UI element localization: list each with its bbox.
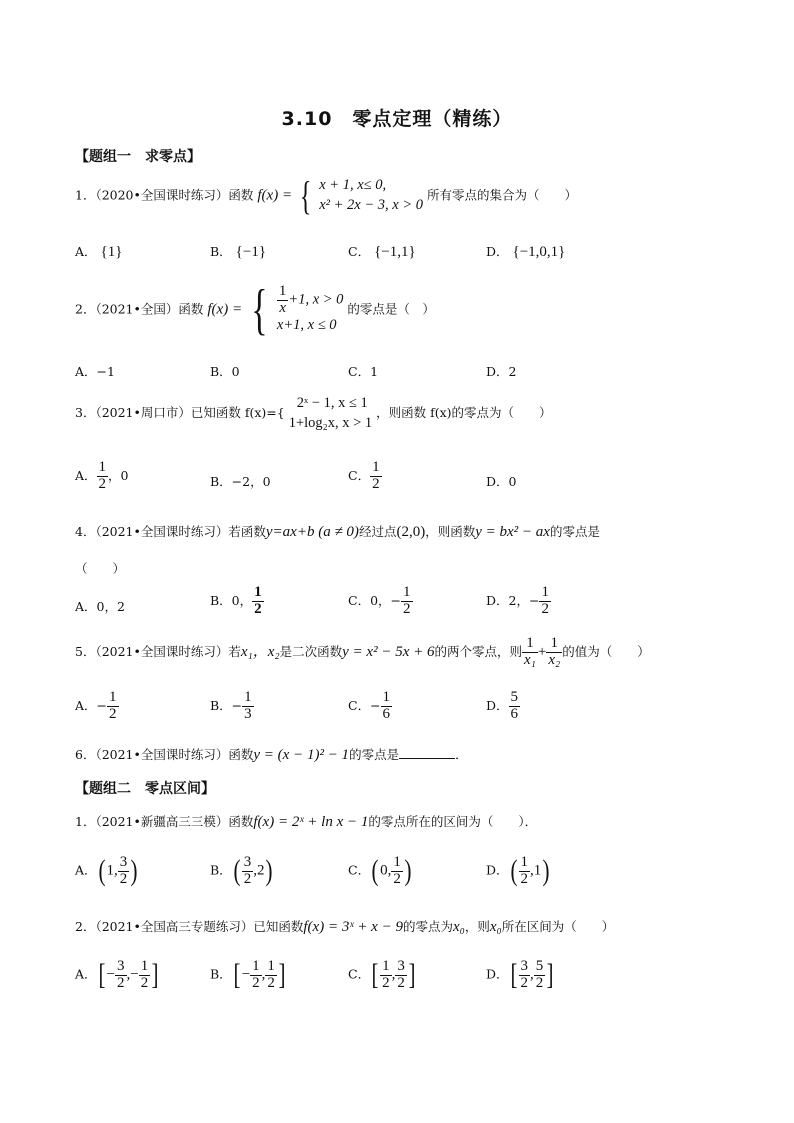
q4-math-1: y=ax+b (a ≠ 0) — [265, 524, 359, 540]
q1-option-a[interactable] — [75, 242, 122, 261]
q4-suffix: 的零点是 — [549, 524, 600, 539]
g2q1-option-a[interactable]: A．( 1, $\frac{3}{2}$ ) — [75, 853, 138, 887]
q6-suffix: 的零点是 — [349, 747, 400, 762]
q2-option-b[interactable]: B．0 — [210, 364, 240, 379]
q2-case-1: $\frac{1}{x}$ +1, x > 0 — [278, 282, 344, 316]
q1-option-d-label: D． — [486, 244, 509, 259]
q6-equation: y = (x − 1)² − 1 — [253, 747, 350, 763]
q2-brace: { — [251, 279, 268, 341]
g2q2-option-b-label: B． — [210, 966, 232, 982]
q4-option-c-frac: $\frac{1}{2}$ — [403, 584, 411, 617]
g2q1-suffix: 的零点所在的区间为（ ）． — [368, 814, 538, 829]
g2q1-option-b-label: B． — [210, 862, 232, 878]
g2q1-option-c-label: C． — [348, 862, 371, 878]
q4-option-b-frac: $\frac{1}{2}$ — [254, 584, 262, 617]
q2-case-2: x+1, x ≤ 0 — [276, 317, 337, 334]
q1-option-b[interactable] — [210, 242, 266, 261]
q4-option-b[interactable] — [210, 585, 264, 618]
q1-option-c-label: C． — [348, 244, 371, 259]
question-6 — [75, 744, 468, 764]
q4-option-d-frac: $\frac{1}{2}$ — [541, 584, 549, 617]
q5-option-d[interactable] — [486, 690, 520, 723]
q2-option-a[interactable]: A．−1 — [75, 364, 115, 379]
q3-option-b[interactable]: B．−2，0 — [210, 474, 271, 489]
q3-case-1: 2ˣ − 1, x ≤ 1 — [296, 395, 368, 411]
q6-answer-blank[interactable] — [399, 744, 455, 759]
g2q1-option-d[interactable]: D．( $\frac{1}{2}$ ,1) — [486, 853, 550, 887]
g2q2-option-c[interactable]: C．[ $\frac{1}{2}$ , $\frac{3}{2}$ ] — [348, 957, 416, 991]
page-title: 3.10 零点定理（精练） — [281, 108, 513, 130]
q5-option-d-frac: $\frac{5}{6}$ — [510, 689, 519, 722]
g2q2-option-d-label: D． — [486, 966, 509, 982]
g2q2-prefix: 2．（2021•全国高三专题练习）已知函数 — [75, 919, 304, 934]
q6-prefix: 6．（2021•全国课时练习）函数 — [75, 747, 254, 762]
q3-suffix: ，则函数 f(x)的零点为（ ） — [376, 405, 552, 421]
g2q1-option-d-label: D． — [486, 862, 509, 878]
g2q2-option-a[interactable]: A．[ − $\frac{3}{2}$ ,− $\frac{1}{2}$ ] — [75, 957, 159, 991]
q5-frac-2: $\frac{1}{\text{x₂}}$ — [548, 635, 561, 668]
q4-point: (2,0) — [396, 524, 426, 540]
group-heading-1: 【题组一 求零点】 — [75, 149, 201, 165]
q3-option-d[interactable]: D．0 — [486, 474, 517, 489]
q4-option-c-label: C．0，− — [348, 592, 401, 608]
g2-question-1 — [75, 812, 537, 831]
question-4 — [75, 522, 600, 541]
question-3 — [75, 394, 552, 433]
g2q1-option-a-label: A． — [75, 862, 97, 878]
g2q2-equation: f(x) = 3ˣ + x − 9 — [303, 919, 403, 935]
g2q2-option-a-label: A． — [75, 966, 97, 982]
g2q2-option-b[interactable]: B．[ − $\frac{1}{2}$ , $\frac{1}{2}$ ] — [210, 957, 286, 991]
g2q1-equation: f(x) = 2ˣ + ln x − 1 — [253, 814, 369, 830]
q1-option-a-label: A． — [75, 244, 97, 259]
g2q2-option-c-label: C． — [348, 966, 371, 982]
q5-option-c-frac: $\frac{1}{6}$ — [382, 689, 391, 722]
q3-option-c-frac: $\frac{1}{2}$ — [372, 459, 380, 492]
q2-func: f(x) = — [207, 301, 243, 318]
g2q2-x0-again: x₀ — [489, 919, 502, 935]
q4-option-d-label: D．2，− — [486, 592, 540, 608]
q2-option-d[interactable]: D．2 — [486, 364, 517, 379]
q3-option-a-rest: ，0 — [108, 467, 129, 483]
q5-option-b-frac: $\frac{1}{3}$ — [244, 689, 252, 722]
q3-option-a[interactable] — [75, 460, 128, 493]
q1-option-d-value: {−1,0,1} — [512, 244, 566, 260]
g2q2-suffix: 所在区间为（ ） — [501, 919, 615, 934]
q5-mid-2: 的两个零点，则 — [434, 643, 523, 659]
q3-option-a-frac: $\frac{1}{2}$ — [98, 459, 107, 492]
q1-cases — [319, 176, 423, 215]
q5-equation: y = x² − 5x + 6 — [342, 643, 435, 660]
question-1 — [75, 173, 577, 218]
q1-case-1: x + 1, x≤ 0, — [319, 177, 387, 194]
q5-option-c-label: C．− — [348, 697, 381, 713]
g2q2-x0: x₀ — [452, 919, 465, 935]
q4-option-c[interactable] — [348, 585, 413, 618]
q5-vars: x₁，x₂ — [240, 643, 280, 660]
q5-option-a-frac: $\frac{1}{2}$ — [109, 689, 117, 722]
q1-case-2: x² + 2x − 3, x > 0 — [319, 197, 423, 213]
q4-option-d[interactable] — [486, 585, 551, 618]
group-heading-2: 【题组二 零点区间】 — [75, 781, 215, 797]
question-2 — [75, 279, 435, 341]
q3-case-2: 1+log₂x, x > 1 — [288, 414, 373, 431]
q6-end: ． — [455, 747, 468, 762]
q2-option-c[interactable]: C．1 — [348, 364, 379, 379]
g2q2-mid: 的零点为 — [402, 919, 453, 934]
q3-number: 3．（2021•周口市）已知函数 f(x)={ — [75, 405, 285, 421]
q2-number: 2．（2021•全国）函数 — [75, 301, 204, 317]
q4-mid: 经过点 — [358, 524, 397, 539]
q5-option-b-label: B．− — [210, 697, 243, 713]
g2q1-option-c[interactable]: C．( 0, $\frac{1}{2}$ ) — [348, 853, 412, 887]
q4-option-a[interactable]: A．0，2 — [75, 599, 125, 614]
g2q1-option-b[interactable]: B．( $\frac{3}{2}$ ,2) — [210, 853, 273, 887]
q4-prefix: 4．（2021•全国课时练习）若函数 — [75, 524, 266, 539]
q5-option-d-label: D． — [486, 697, 509, 713]
q3-option-c-label: C． — [348, 467, 371, 483]
q1-option-c-value: {−1,1} — [374, 244, 416, 260]
q3-cases — [289, 394, 372, 433]
q1-number: 1．（2020•全国课时练习）函数 — [75, 187, 254, 203]
q1-option-a-value: {1} — [100, 244, 123, 260]
q1-suffix: 所有零点的集合为（ ） — [426, 187, 577, 203]
g2q2-mid-2: ，则 — [464, 919, 490, 934]
question-5: 5．（2021•全国课时练习）若x₁，x₂是二次函数y = x² − 5x + 6的两个零点，则 $\frac{1}{\text{x₁}}$ + $\frac{1}{\text{x₂}}$ 的值为（ ） — [75, 635, 650, 668]
q5-mid: 是二次函数 — [279, 643, 343, 659]
q5-option-a-label: A．− — [75, 697, 108, 713]
q1-option-c[interactable] — [348, 242, 416, 261]
q4-option-b-label: B．0， — [210, 592, 253, 608]
q4-line-2: （ ） — [75, 561, 126, 576]
q5-option-b[interactable] — [210, 690, 254, 723]
q2-suffix: 的零点是（ ） — [347, 301, 435, 317]
q5-option-a[interactable] — [75, 690, 119, 723]
q1-func: f(x) = — [257, 187, 293, 204]
q1-option-b-value: {−1} — [235, 244, 267, 260]
q5-prefix: 5．（2021•全国课时练习）若 — [75, 643, 241, 659]
q1-option-b-label: B． — [210, 244, 232, 259]
q4-math-2: y = bx² − ax — [475, 524, 550, 540]
g2-question-2 — [75, 917, 614, 936]
q3-option-c[interactable] — [348, 460, 382, 493]
q1-brace: { — [299, 173, 312, 218]
q5-option-c[interactable] — [348, 690, 392, 723]
q5-frac-1: $\frac{1}{\text{x₁}}$ — [524, 635, 536, 668]
q2-cases — [277, 284, 344, 336]
g2q1-prefix: 1．（2021•新疆高三三模）函数 — [75, 814, 254, 829]
q3-option-a-label: A． — [75, 467, 97, 483]
q4-mid-2: ，则函数 — [425, 524, 476, 539]
q5-suffix: 的值为（ ） — [562, 643, 650, 659]
g2q2-option-d[interactable]: D．[ $\frac{3}{2}$ , $\frac{5}{2}$ ] — [486, 957, 554, 991]
q1-option-d[interactable] — [486, 242, 565, 261]
